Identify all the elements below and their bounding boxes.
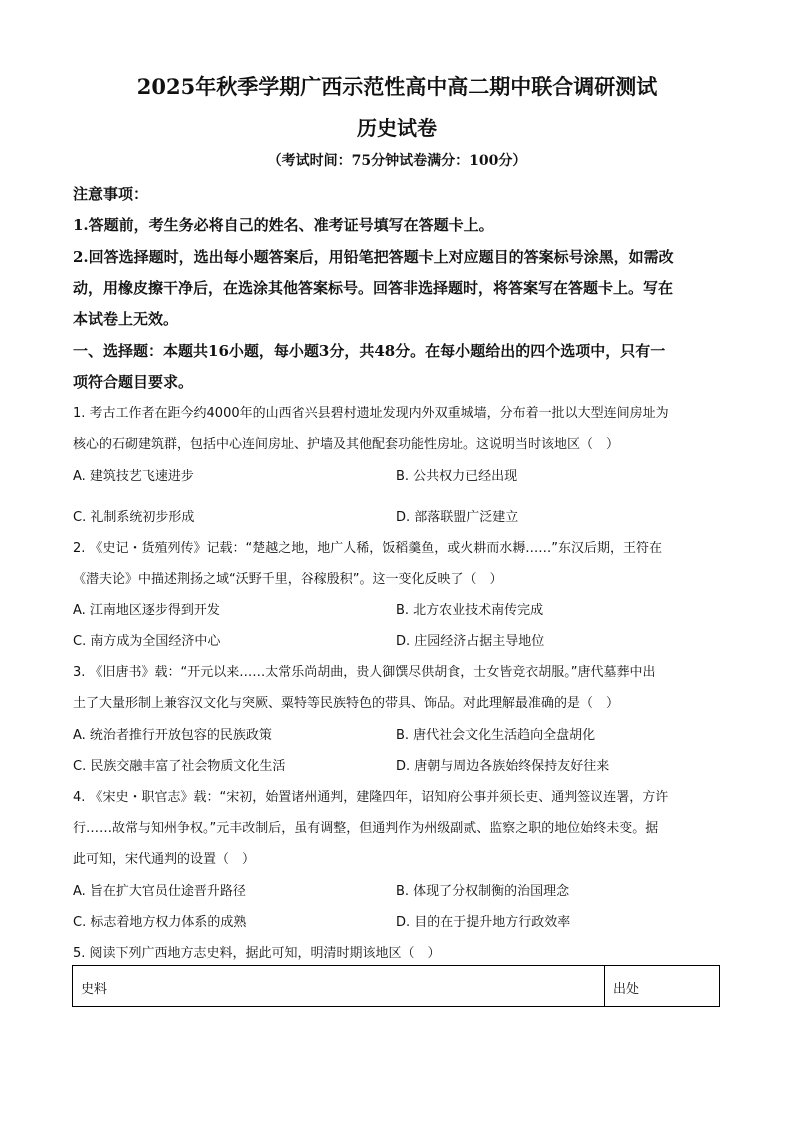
section-heading-line-1: 一、选择题：本题共16小题，每小题3分，共48分。在每小题给出的四个选项中，只有一 xyxy=(73,342,666,360)
question-4-line-3: 此可知，宋代通判的设置（ ） xyxy=(73,852,256,867)
question-3-line-2: 土了大量形制上兼容汉文化与突厥、粟特等民族特色的带具、饰品。对此理解最准确的是（ ） xyxy=(73,696,620,711)
exam-info: （考试时间：75分钟试卷满分：100分） xyxy=(267,153,527,169)
source-table xyxy=(72,965,720,1007)
question-2-option-c: C. 南方成为全国经济中心 xyxy=(73,634,221,649)
question-3-option-a: A. 统治者推行开放包容的民族政策 xyxy=(73,728,272,743)
question-2-option-a: A. 江南地区逐步得到开发 xyxy=(73,603,220,618)
table-header-source xyxy=(73,966,605,1006)
table-header-source-label: 史料 xyxy=(81,982,108,997)
question-4-line-1: 4. 《宋史・职官志》载：“宋初，始置诸州通判，建隆四年，诏知府公事并须长吏、通判签议连署，方许 xyxy=(73,790,669,805)
question-1-option-c: C. 礼制系统初步形成 xyxy=(73,510,195,525)
subject-title: 历史试卷 xyxy=(357,116,437,140)
question-2-line-2: 《潜夫论》中描述荆扬之域“沃野千里，谷稼殷积”。这一变化反映了（ ） xyxy=(73,572,503,587)
question-3-option-d: D. 唐朝与周边各族始终保持友好往来 xyxy=(396,759,610,774)
question-3-option-c: C. 民族交融丰富了社会物质文化生活 xyxy=(73,759,286,774)
question-1-line-2: 核心的石砌建筑群，包括中心连间房址、护墙及其他配套功能性房址。这说明当时该地区（ ） xyxy=(73,437,620,452)
notice-item-1: 1.答题前，考生务必将自己的姓名、准考证号填写在答题卡上。 xyxy=(73,216,494,234)
question-1-option-d: D. 部落联盟广泛建立 xyxy=(396,510,519,525)
section-heading-line-2: 项符合题目要求。 xyxy=(73,373,194,391)
table-header-origin xyxy=(605,966,719,1006)
question-4-option-a: A. 旨在扩大官员仕途晋升路径 xyxy=(73,884,246,899)
notice-item-2-line-2: 动，用橡皮擦干净后，在选涂其他答案标号。回答非选择题时，将答案写在答题卡上。写在 xyxy=(73,279,674,297)
question-4-option-d: D. 目的在于提升地方行政效率 xyxy=(396,915,571,930)
notice-item-2-line-3: 本试卷上无效。 xyxy=(73,310,179,328)
question-5-line-1: 5. 阅读下列广西地方志史料，据此可知，明清时期该地区（ ） xyxy=(73,946,441,961)
question-4-option-c: C. 标志着地方权力体系的成熟 xyxy=(73,915,247,930)
question-1-option-b: B. 公共权力已经出现 xyxy=(396,469,518,484)
question-3-line-1: 3. 《旧唐书》载：“开元以来……太常乐尚胡曲，贵人御馔尽供胡食，士女皆竞衣胡服。”唐代墓葬中出 xyxy=(73,665,656,680)
question-2-option-d: D. 庄园经济占据主导地位 xyxy=(396,634,545,649)
question-4-line-2: 行……故常与知州争权。”元丰改制后，虽有调整，但通判作为州级副贰、监察之职的地位始终未变。据 xyxy=(73,821,659,836)
table-header-origin-label: 出处 xyxy=(613,982,640,997)
exam-title: 2025年秋季学期广西示范性高中高二期中联合调研测试 xyxy=(136,74,658,99)
question-2-option-b: B. 北方农业技术南传完成 xyxy=(396,603,544,618)
question-1-option-a: A. 建筑技艺飞速进步 xyxy=(73,469,194,484)
question-2-line-1: 2. 《史记・货殖列传》记载：“楚越之地，地广人稀，饭稻羹鱼，或火耕而水耨……”东汉后期，王符在 xyxy=(73,541,663,556)
notice-item-2-line-1: 2.回答选择题时，选出每小题答案后，用铅笔把答题卡上对应题目的答案标号涂黑，如需改 xyxy=(73,248,674,266)
question-1-line-1: 1. 考古工作者在距今约4000年的山西省兴县碧村遗址发现内外双重城墙，分布着一批以大型连间房址为 xyxy=(73,406,669,421)
question-3-option-b: B. 唐代社会文化生活趋向全盘胡化 xyxy=(396,728,596,743)
question-4-option-b: B. 体现了分权制衡的治国理念 xyxy=(396,884,570,899)
notice-heading: 注意事项： xyxy=(73,185,149,203)
